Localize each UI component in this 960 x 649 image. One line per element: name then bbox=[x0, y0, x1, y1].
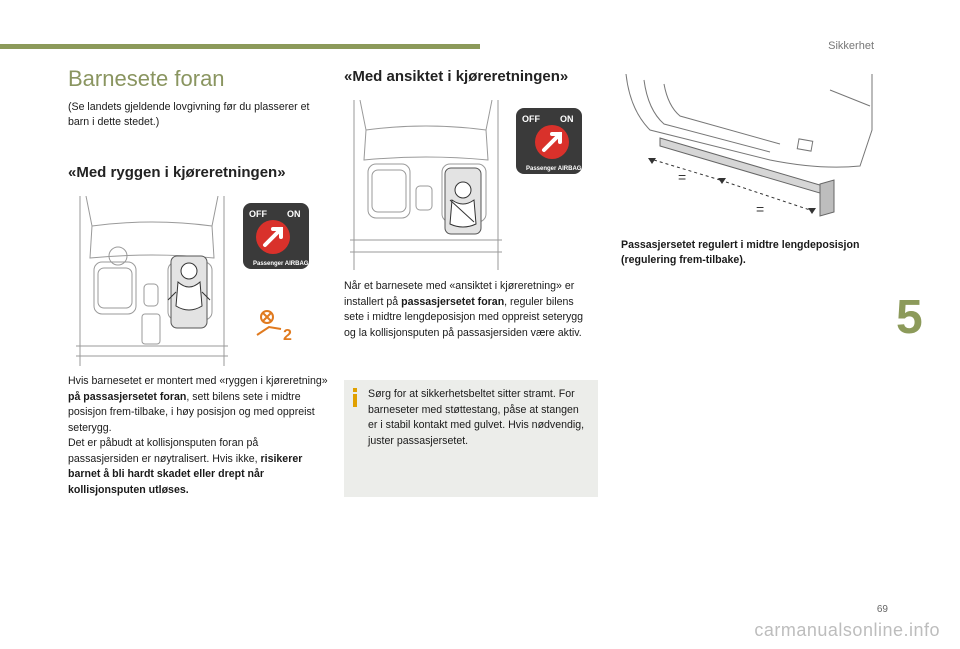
seat-rail-illustration bbox=[620, 70, 880, 230]
rear-facing-p1: Hvis barnesetet er montert med «ryggen i kjøreretning» bbox=[68, 375, 328, 387]
airbag-text-2: Passenger AIRBAG bbox=[526, 166, 582, 172]
watermark: carmanualsonline.info bbox=[754, 620, 940, 640]
airbag-text: Passenger AIRBAG bbox=[253, 261, 309, 267]
section-label: Sikkerhet bbox=[828, 40, 874, 52]
rear-facing-p1-tail: , sett bilens sete i midtre posisjon frem-tilbake, i høy posisjon og med oppreist seterygg. bbox=[68, 390, 315, 434]
airbag-on-text-2: ON bbox=[560, 114, 574, 124]
forward-facing-p1-bold: passasjersetet foran bbox=[401, 295, 505, 308]
forward-facing-text bbox=[344, 279, 596, 341]
airbag-status-number: 2 bbox=[283, 327, 292, 343]
forward-facing-heading: «Med ansiktet i kjøreretningen» bbox=[344, 68, 569, 85]
airbag-off-text: OFF bbox=[249, 209, 267, 219]
info-box bbox=[344, 380, 598, 497]
info-icon bbox=[353, 388, 357, 407]
forward-facing-car-illustration bbox=[346, 100, 506, 270]
page-number: 69 bbox=[876, 604, 888, 615]
header-rule bbox=[0, 44, 480, 49]
equal-mark-2: = bbox=[756, 201, 765, 217]
airbag-deactivated-icon bbox=[253, 305, 299, 343]
airbag-label-left bbox=[243, 203, 309, 269]
rear-facing-p1-bold: på passasjersetet foran bbox=[68, 390, 187, 403]
page-title: Barnesete foran bbox=[68, 66, 225, 91]
info-text: Sørg for at sikkerhetsbeltet sitter stramt. For barneseter med støttestang, påse at stangen er i stabil kontakt med gulvet. Hvis nødvendig, juster passasjersetet. bbox=[368, 388, 585, 447]
airbag-on-text: ON bbox=[287, 209, 301, 219]
chapter-number: 5 bbox=[896, 291, 923, 344]
seat-caption: Passasjersetet regulert i midtre lengdeposisjon (regulering frem-tilbake). bbox=[621, 239, 860, 266]
forward-facing-p1-tail: , reguler bilens sete i midtre lengdeposisjon med oppreist seterygg og la kollisjonsputen på passasjersiden være aktiv. bbox=[344, 295, 584, 339]
equal-mark-1: = bbox=[678, 169, 687, 185]
intro-note: (Se landets gjeldende lovgivning før du plasserer et barn i dette stedet.) bbox=[68, 101, 310, 128]
rear-facing-heading: «Med ryggen i kjøreretningen» bbox=[68, 164, 286, 181]
airbag-off-text-2: OFF bbox=[522, 114, 540, 124]
forward-facing-p1: Når et barnesete med «ansiktet i kjøreretning» er installert på bbox=[344, 280, 575, 308]
rear-facing-p2-bold: risikerer barnet å bli hardt skadet eller drept når kollisjonsputen utløses. bbox=[68, 452, 303, 496]
rear-facing-text bbox=[68, 374, 330, 498]
airbag-label-mid bbox=[516, 108, 582, 174]
rear-facing-car-illustration bbox=[72, 196, 232, 366]
rear-facing-p2: Det er påbudt at kollisjonsputen foran på passasjersiden er nøytralisert. Hvis ikke, bbox=[68, 437, 261, 465]
